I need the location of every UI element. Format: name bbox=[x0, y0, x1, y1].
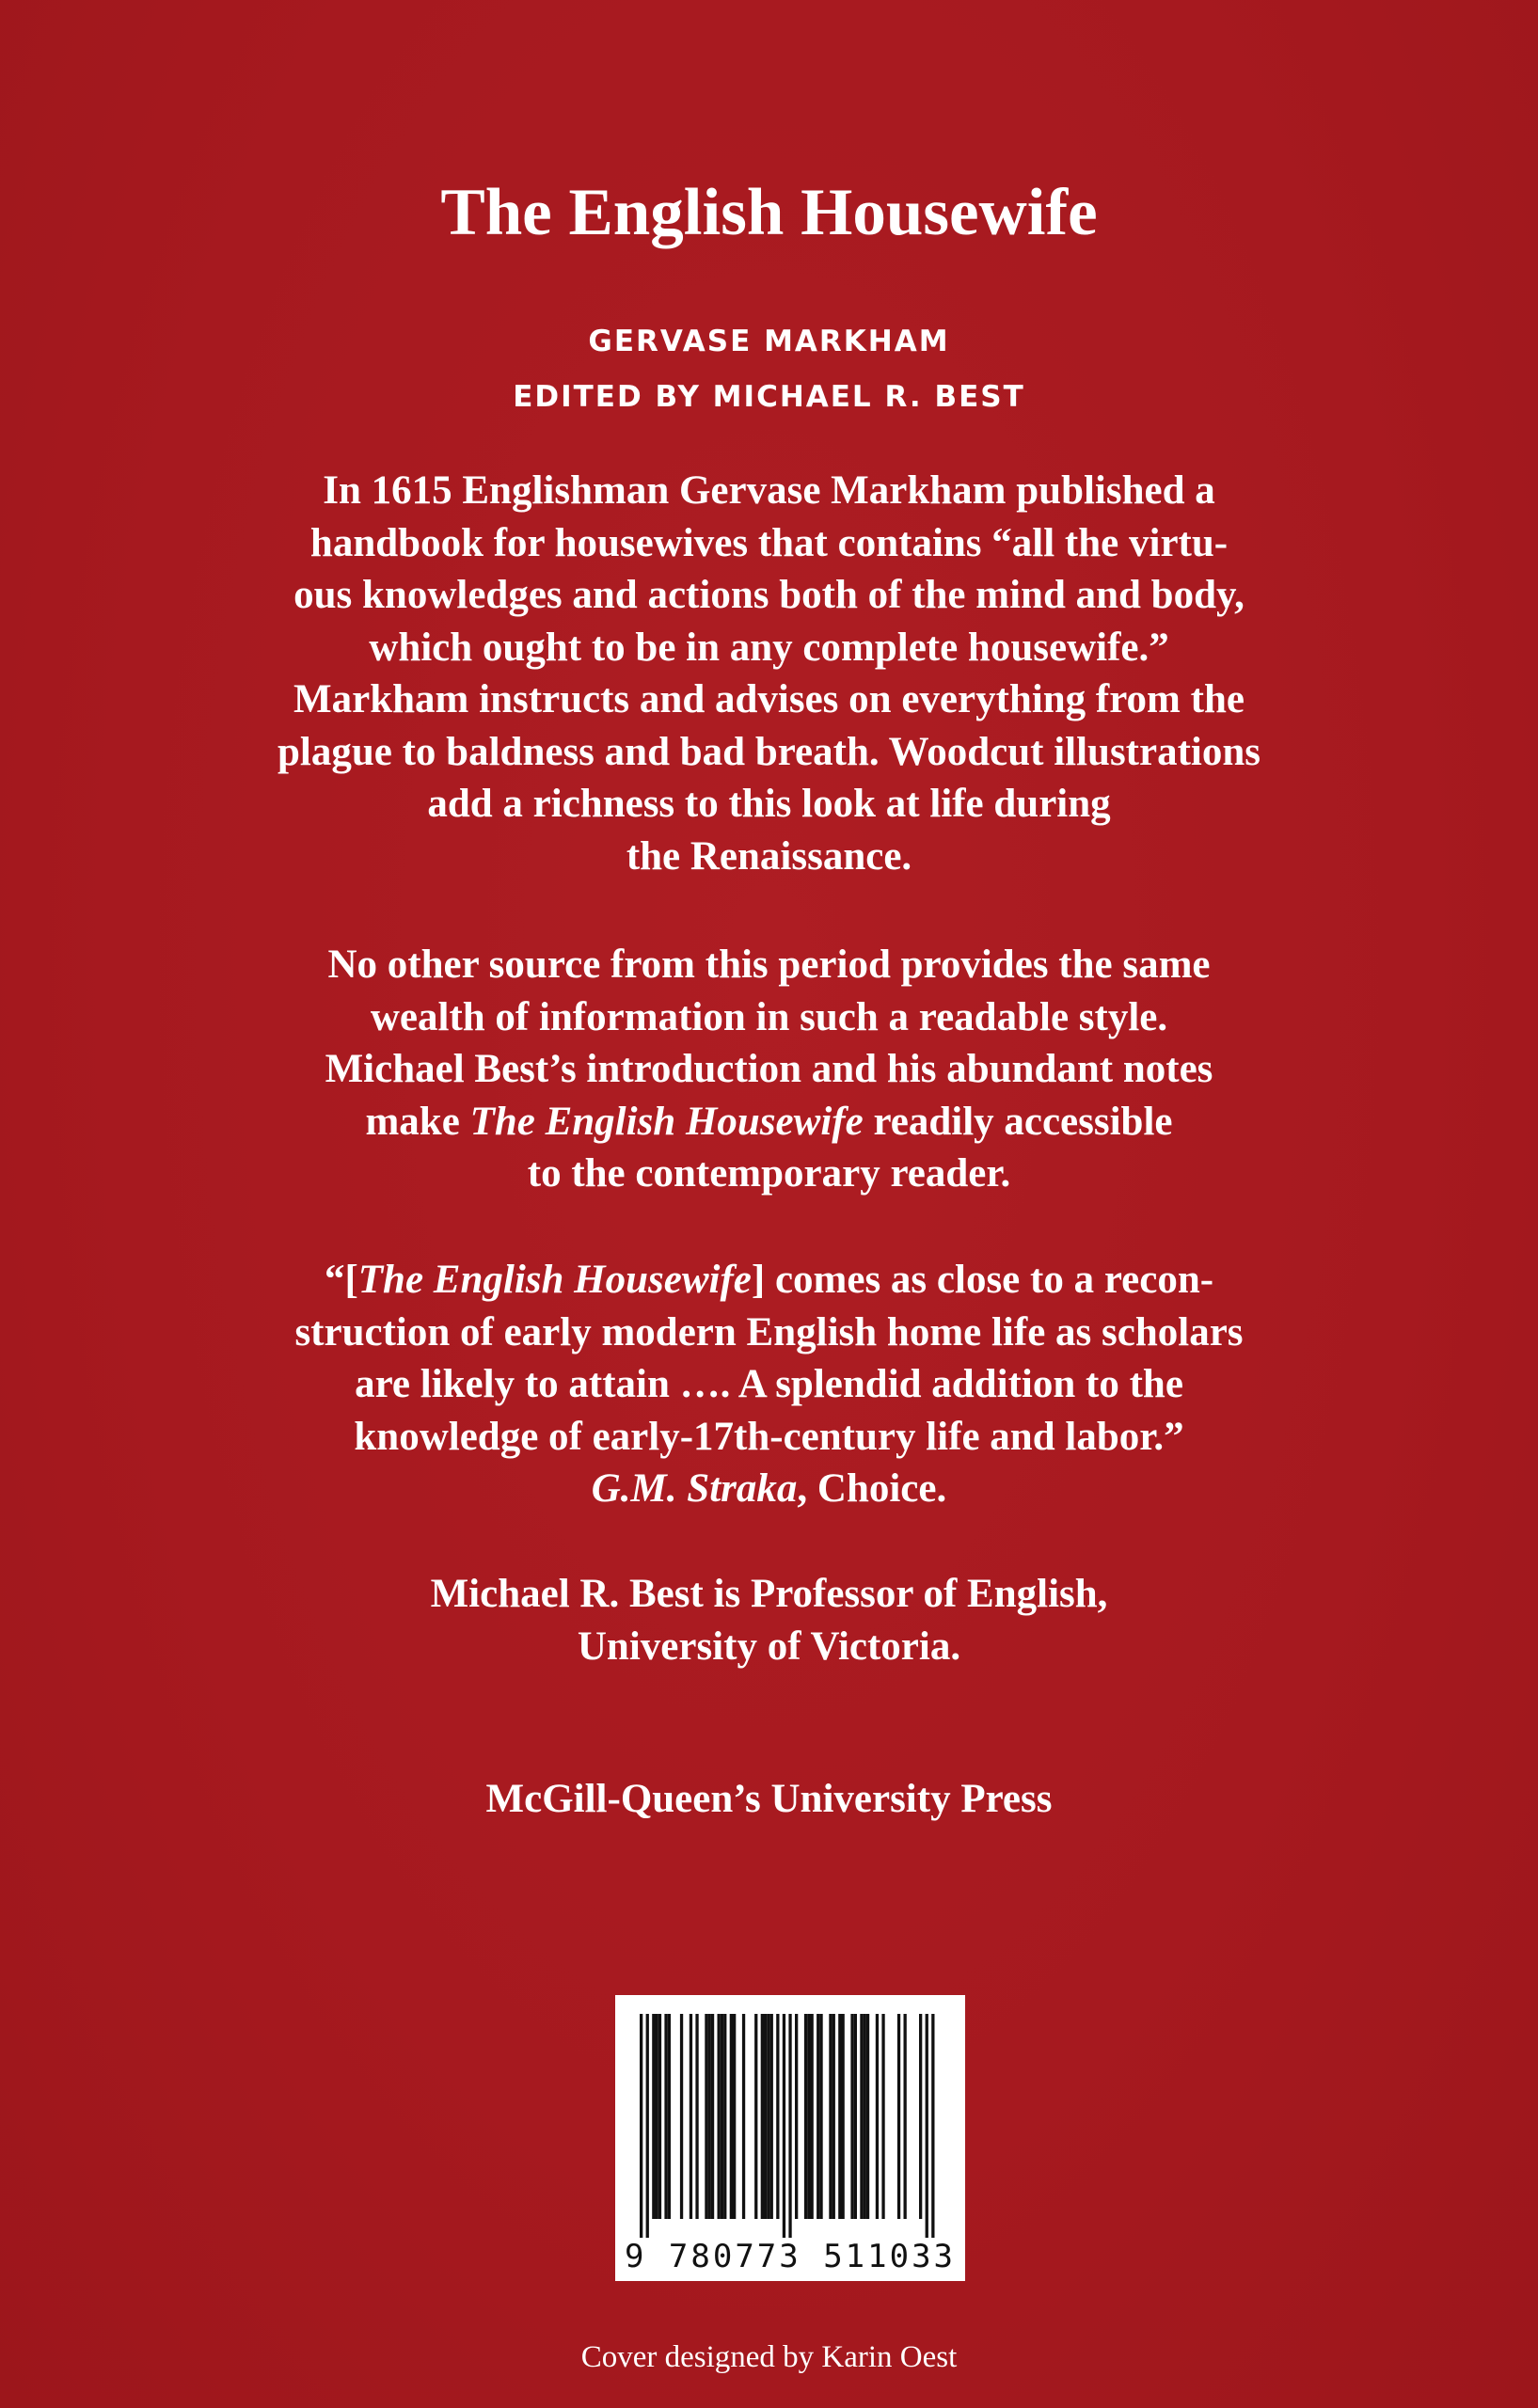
barcode-bar bbox=[705, 2014, 707, 2219]
intro-line-prefix: make bbox=[365, 1099, 470, 1144]
quote-line: knowledge of early-17th-century life and labor.” bbox=[354, 1414, 1184, 1459]
barcode-bar bbox=[761, 2014, 764, 2219]
description-line: handbook for housewives that contains “all the virtu- bbox=[309, 520, 1229, 565]
barcode-bar bbox=[770, 2014, 773, 2219]
description-paragraph bbox=[188, 465, 1350, 882]
barcode-bar bbox=[804, 2014, 807, 2219]
barcode-bar bbox=[776, 2014, 779, 2219]
barcode-bar bbox=[640, 2014, 642, 2238]
publisher-name: McGill-Queen’s University Press bbox=[485, 1777, 1053, 1821]
intro-line: to the contemporary reader. bbox=[527, 1151, 1011, 1196]
intro-line-suffix: readily accessible bbox=[863, 1099, 1173, 1144]
description-line: the Renaissance. bbox=[626, 833, 912, 879]
cover-design-credit: Cover designed by Karin Oest bbox=[580, 2340, 958, 2374]
barcode-bar bbox=[742, 2014, 745, 2219]
barcode-bar bbox=[904, 2014, 907, 2219]
barcode-bar bbox=[668, 2014, 671, 2219]
review-quote bbox=[188, 1254, 1350, 1515]
barcode-bar bbox=[850, 2014, 853, 2219]
barcode-bar bbox=[829, 2014, 832, 2219]
barcode-bar bbox=[723, 2014, 726, 2219]
barcode-bar bbox=[811, 2014, 814, 2219]
description-line: plague to baldness and bad breath. Woodcut illustrations bbox=[277, 729, 1261, 774]
quote-line: are likely to attain …. A splendid addition to the bbox=[355, 1362, 1183, 1406]
editor-name: EDITED BY MICHAEL R. BEST bbox=[513, 380, 1025, 414]
barcode-bar bbox=[931, 2014, 934, 2238]
quote-line: ] comes as close to a recon- bbox=[751, 1258, 1214, 1302]
barcode-bar bbox=[919, 2014, 922, 2219]
barcode-bar bbox=[733, 2014, 736, 2219]
intro-line: wealth of information in such a readable style. bbox=[370, 994, 1168, 1039]
barcode-bar bbox=[718, 2014, 721, 2219]
quote-italic-title: The English Housewife bbox=[357, 1258, 752, 1302]
barcode-bar bbox=[807, 2014, 810, 2219]
description-line: In 1615 Englishman Gervase Markham published a bbox=[323, 468, 1215, 513]
bio-line: Michael R. Best is Professor of English, bbox=[430, 1572, 1108, 1616]
barcode-bar bbox=[721, 2014, 723, 2219]
barcode-bar bbox=[864, 2014, 866, 2219]
barcode-bar bbox=[656, 2014, 658, 2219]
editor-bio bbox=[188, 1568, 1350, 1672]
barcode-bar bbox=[754, 2014, 757, 2219]
barcode-bar bbox=[866, 2014, 869, 2219]
barcode-bar bbox=[860, 2014, 863, 2219]
barcode-bar bbox=[764, 2014, 767, 2219]
description-line: Markham instructs and advises on everything from the bbox=[293, 677, 1245, 721]
quote-separator: , bbox=[797, 1466, 817, 1511]
barcode-bar bbox=[767, 2014, 769, 2219]
barcode-bar bbox=[897, 2014, 900, 2219]
bio-line: University of Victoria. bbox=[577, 1624, 961, 1669]
isbn-barcode bbox=[615, 1995, 965, 2281]
quote-line: struction of early modern English home life as scholars bbox=[294, 1309, 1244, 1354]
author-name: GERVASE MARKHAM bbox=[588, 325, 950, 358]
barcode-bar bbox=[695, 2014, 698, 2219]
description-line: ous knowledges and actions both of the mind and body, bbox=[293, 573, 1245, 617]
isbn-number: 9 780773 511033 bbox=[624, 2238, 957, 2275]
description-line: add a richness to this look at life during bbox=[427, 782, 1111, 826]
intro-line: No other source from this period provides the same bbox=[327, 943, 1211, 987]
intro-line: Michael Best’s introduction and his abundant notes bbox=[325, 1047, 1213, 1091]
barcode-bar bbox=[646, 2014, 649, 2238]
quote-end: . bbox=[936, 1466, 947, 1511]
barcode-bar bbox=[783, 2014, 785, 2238]
introduction-paragraph bbox=[188, 939, 1350, 1200]
barcode-bar bbox=[795, 2014, 798, 2219]
barcode-bar bbox=[788, 2014, 791, 2238]
author-block bbox=[0, 314, 1538, 425]
barcode-bar bbox=[819, 2014, 822, 2219]
barcode-bar bbox=[854, 2014, 857, 2219]
barcode-bar bbox=[708, 2014, 711, 2219]
description-line: which ought to be in any complete housewife.” bbox=[369, 625, 1169, 670]
barcode-bar bbox=[881, 2014, 884, 2219]
barcode-bar bbox=[652, 2014, 655, 2219]
barcode-bar bbox=[680, 2014, 683, 2219]
barcode-bar bbox=[838, 2014, 841, 2219]
barcode-bar bbox=[730, 2014, 733, 2219]
barcode-bar bbox=[926, 2014, 928, 2238]
barcode-bar bbox=[690, 2014, 692, 2219]
intro-italic-title: The English Housewife bbox=[469, 1099, 864, 1144]
review-source: Choice bbox=[817, 1466, 937, 1511]
barcode-bar bbox=[711, 2014, 714, 2219]
barcode-bar bbox=[876, 2014, 879, 2219]
barcode-bar bbox=[664, 2014, 667, 2219]
reviewer-name: G.M. Straka bbox=[591, 1466, 798, 1511]
barcode-bar bbox=[817, 2014, 819, 2219]
barcode-bar bbox=[842, 2014, 845, 2219]
barcode-bar bbox=[832, 2014, 835, 2219]
quote-open: “[ bbox=[324, 1258, 358, 1302]
book-title: The English Housewife bbox=[440, 176, 1098, 249]
barcode-bar bbox=[658, 2014, 661, 2219]
